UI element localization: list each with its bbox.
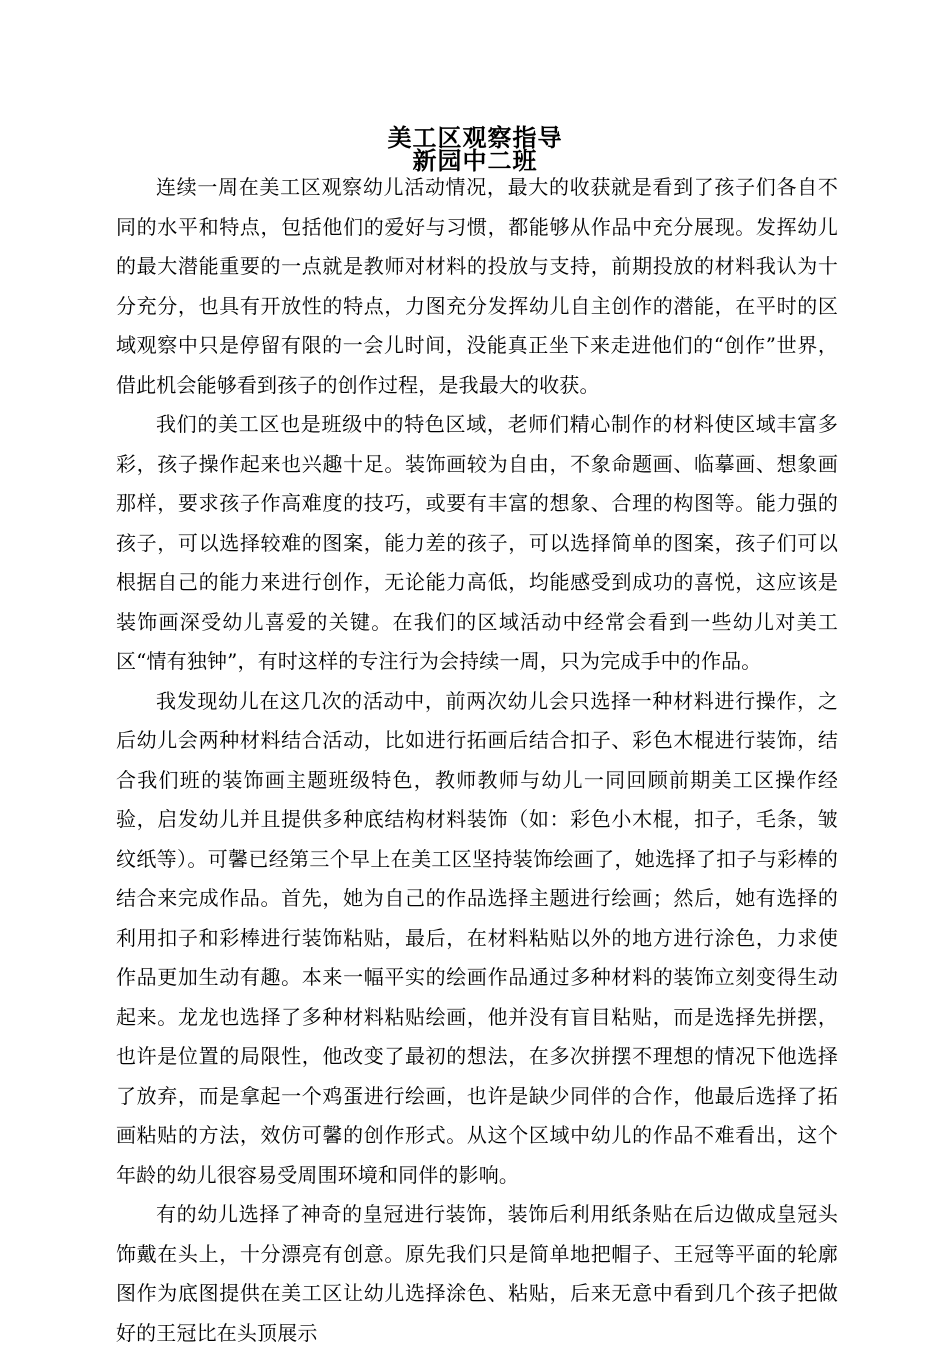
document-body [116, 168, 838, 1353]
paragraph-1: 连续一周在美工区观察幼儿活动情况，最大的收获就是看到了孩子们各自不同的水平和特点，包括他们的爱好与习惯，都能够从作品中充分展现。发挥幼儿的最大潜能重要的一点就是教师对材料的投放与支持，前期投放的材料我认为十分充分，也具有开放性的特点，力图充分发挥幼儿自主创作的潜能，在平时的区域观察中只是停留有限的一会儿时间，没能真正坐下来走进他们的“创作”世界，借此机会能够看到孩子的创作过程，是我最大的收获。 [116, 175, 838, 397]
paragraph-3: 我发现幼儿在这几次的活动中，前两次幼儿会只选择一种材料进行操作，之后幼儿会两种材料结合活动，比如进行拓画后结合扣子、彩色木棍进行装饰，结合我们班的装饰画主题班级特色，教师教师与幼儿一同回顾前期美工区操作经验，启发幼儿并且提供多种底结构材料装饰（如：彩色小木棍，扣子，毛条，皱纹纸等）。可馨已经第三个早上在美工区坚持装饰绘画了，她选择了扣子与彩棒的结合来完成作品。首先，她为自己的作品选择主题进行绘画；然后，她有选择的利用扣子和彩棒进行装饰粘贴，最后，在材料粘贴以外的地方进行涂色，力求使作品更加生动有趣。本来一幅平实的绘画作品通过多种材料的装饰立刻变得生动起来。龙龙也选择了多种材料粘贴绘画，他并没有盲目粘贴，而是选择先拼摆，也许是位置的局限性，他改变了最初的想法，在多次拼摆不理想的情况下他选择了放弃，而是拿起一个鸡蛋进行绘画，也许是缺少同伴的合作，他最后选择了拓画粘贴的方法，效仿可馨的创作形式。从这个区域中幼儿的作品不难看出，这个年龄的幼儿很容易受周围环境和同伴的影响。 [116, 688, 838, 1187]
paragraph-4: 有的幼儿选择了神奇的皇冠进行装饰，装饰后利用纸条贴在后边做成皇冠头饰戴在头上，十分漂亮有创意。原先我们只是简单地把帽子、王冠等平面的轮廓图作为底图提供在美工区让幼儿选择涂色、粘贴，后来无意中看到几个孩子把做好的王冠比在头顶展示 [116, 1202, 838, 1345]
document-title: 美工区观察指导 [387, 123, 563, 152]
document-subtitle: 新园中二班 [412, 146, 538, 175]
paragraph-2: 我们的美工区也是班级中的特色区域，老师们精心制作的材料使区域丰富多彩，孩子操作起来也兴趣十足。装饰画较为自由，不象命题画、临摹画、想象画那样，要求孩子作高难度的技巧，或要有丰富的想象、合理的构图等。能力强的孩子，可以选择较难的图案，能力差的孩子，可以选择简单的图案，孩子们可以根据自己的能力来进行创作，无论能力高低，均能感受到成功的喜悦，这应该是装饰画深受幼儿喜爱的关键。在我们的区域活动中经常会看到一些幼儿对美工区“情有独钟”，有时这样的专注行为会持续一周，只为完成手中的作品。 [116, 412, 838, 673]
